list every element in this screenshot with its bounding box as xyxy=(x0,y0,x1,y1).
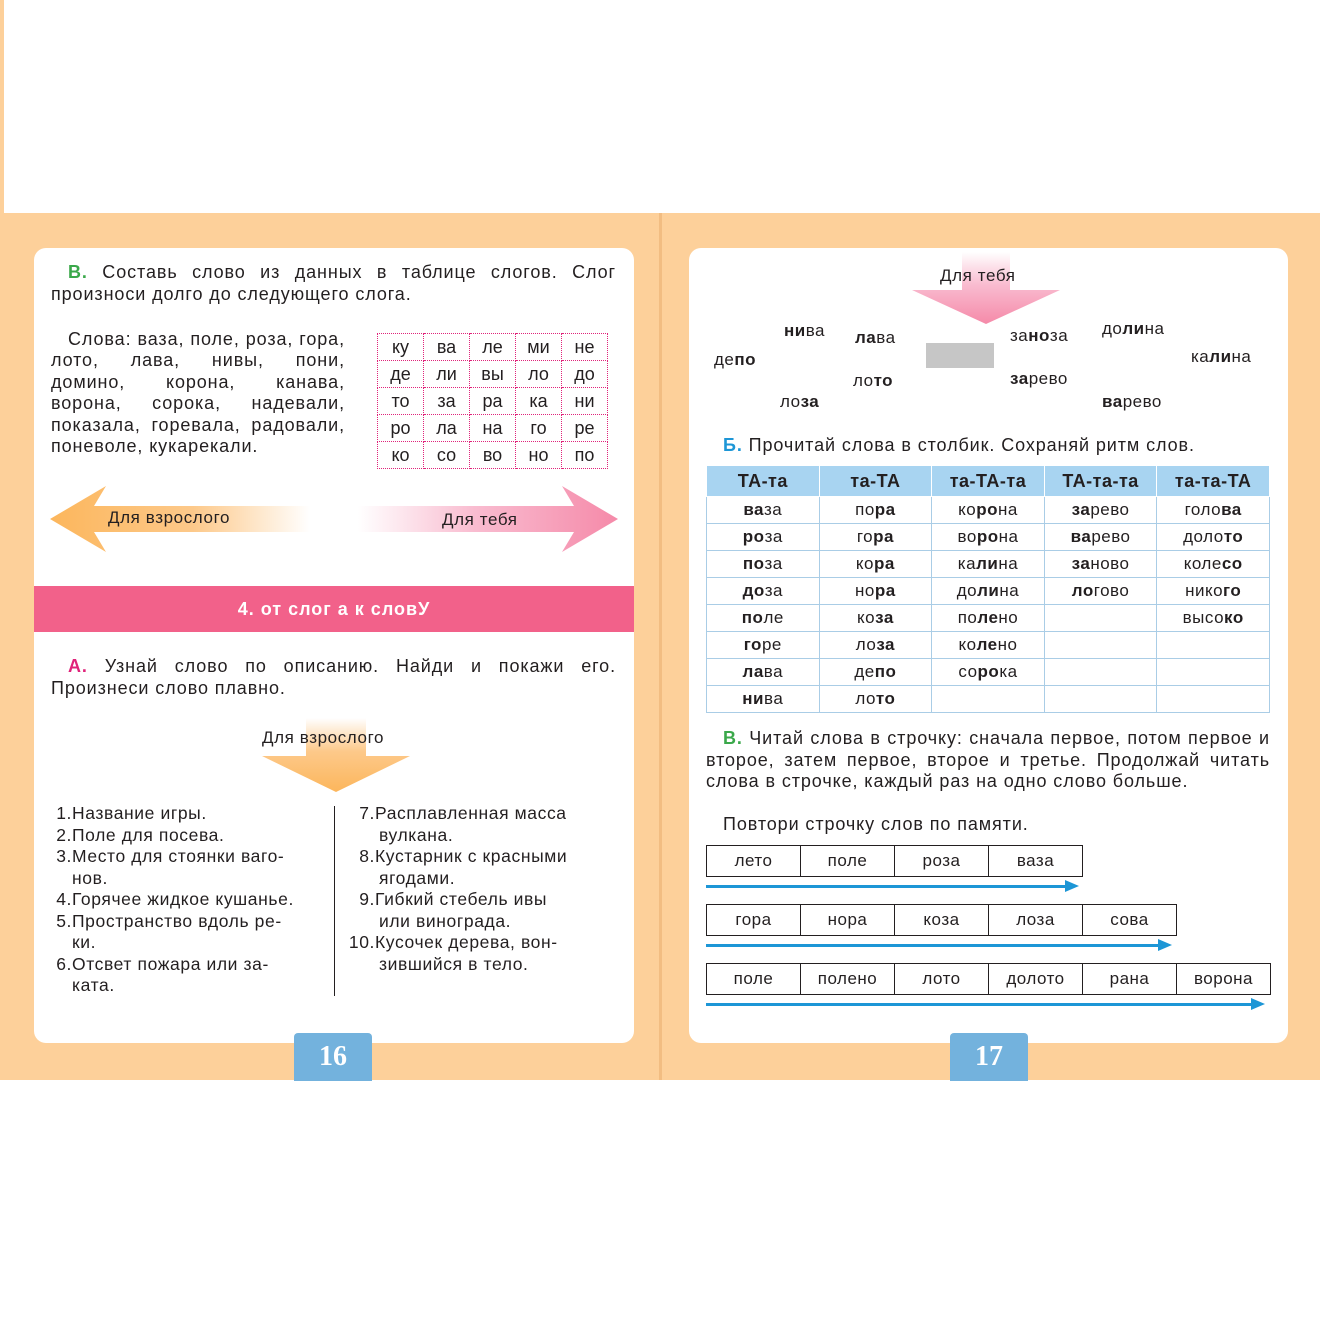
rhythm-cell xyxy=(819,578,932,605)
riddle-item xyxy=(345,803,615,825)
word-row xyxy=(707,845,1083,877)
scattered-word xyxy=(714,350,756,370)
syllable: ва xyxy=(876,328,896,347)
task-b-instruction: Б. Прочитай слова в столбик. Сохраняй ритм слов. xyxy=(706,435,1270,457)
scattered-word xyxy=(1010,369,1068,389)
syllable: ло xyxy=(780,392,801,411)
syllable: де xyxy=(714,350,735,369)
rhythm-cell xyxy=(1044,551,1157,578)
task-v2-repeat: Повтори строчку слов по памяти. xyxy=(723,814,1029,834)
stressed-syllable: то xyxy=(1223,527,1244,546)
syllable: за xyxy=(764,554,783,573)
word-cell: нора xyxy=(800,904,895,936)
arrow-down-child xyxy=(912,252,1060,326)
riddle-text: Гибкий стебель ивы xyxy=(375,889,548,909)
riddle-number: 5. xyxy=(56,910,72,931)
syllable: ко xyxy=(857,608,876,627)
rhythm-cell xyxy=(932,497,1045,524)
rhythm-cell xyxy=(1044,659,1157,686)
riddle-number: 9. xyxy=(359,889,375,909)
task-label: А. xyxy=(68,656,88,676)
rhythm-header: ТА-та xyxy=(707,466,820,497)
syllable: со xyxy=(958,662,978,681)
task-v-instruction: В. Составь слово из данных в таблице слогов. Слог произноси долго до следующего слога. xyxy=(51,262,616,304)
rhythm-row xyxy=(707,524,1270,551)
syllable-cell: ро xyxy=(378,415,424,442)
rhythm-cell xyxy=(707,497,820,524)
word-row xyxy=(707,963,1271,995)
rhythm-cell xyxy=(1157,605,1270,632)
riddle-text: Поле для посева. xyxy=(72,824,225,845)
syllable-cell: не xyxy=(562,334,608,361)
word-cell: рана xyxy=(1082,963,1177,995)
rhythm-table xyxy=(706,465,1270,713)
progress-arrow xyxy=(706,944,1160,947)
syllable-cell: вы xyxy=(470,361,516,388)
syllable: за xyxy=(764,500,783,519)
section-title: 4. от слог а к словУ xyxy=(34,586,634,632)
syllable: до xyxy=(1102,319,1123,338)
syllable-row xyxy=(378,361,608,388)
stressed-syllable: ни xyxy=(784,321,806,340)
stressed-syllable: за xyxy=(1071,500,1091,519)
syllable: рево xyxy=(1028,369,1068,388)
syllable: за xyxy=(1049,326,1069,345)
syllable: ко xyxy=(855,554,875,573)
syllable: на xyxy=(998,554,1019,573)
syllable-cell: но xyxy=(516,442,562,469)
syllable: доло xyxy=(1183,527,1224,546)
syllable-row xyxy=(378,388,608,415)
riddle-number: 3. xyxy=(56,846,72,866)
stressed-syllable: то xyxy=(873,371,894,390)
syllable: за xyxy=(764,527,783,546)
word-cell: ворона xyxy=(1176,963,1271,995)
syllable: де xyxy=(854,662,875,681)
syllable-cell: ре xyxy=(562,415,608,442)
stressed-syllable: ро xyxy=(977,662,1000,681)
grey-block xyxy=(926,343,994,368)
stressed-syllable: ко xyxy=(1224,608,1244,627)
stressed-syllable: ро xyxy=(976,527,999,546)
arrowhead-icon xyxy=(1251,998,1265,1010)
arrow-adult-label: Для взрослого xyxy=(108,508,231,527)
scattered-word xyxy=(1102,319,1164,339)
rhythm-cell xyxy=(932,551,1045,578)
rhythm-cell xyxy=(707,686,820,713)
riddle-item xyxy=(50,846,325,868)
arrow-child-label: Для тебя xyxy=(940,266,1016,285)
stressed-syllable: ва xyxy=(1102,392,1123,411)
rhythm-cell xyxy=(1157,524,1270,551)
rhythm-cell xyxy=(932,659,1045,686)
word-cell: поле xyxy=(706,963,801,995)
syllable: ка xyxy=(1191,347,1210,366)
syllable: за xyxy=(1010,326,1029,345)
syllable-row xyxy=(378,442,608,469)
rhythm-header: ТА-та-та xyxy=(1044,466,1157,497)
rhythm-cell xyxy=(1157,659,1270,686)
riddle-number: 4. xyxy=(56,889,72,909)
rhythm-cell xyxy=(1157,632,1270,659)
scattered-word xyxy=(855,328,896,348)
stressed-syllable: ва xyxy=(743,500,765,519)
riddle-item xyxy=(345,889,615,911)
rhythm-cell xyxy=(707,659,820,686)
syllable-table xyxy=(377,333,608,469)
stressed-syllable: ли xyxy=(1209,347,1232,366)
rhythm-cell xyxy=(1157,578,1270,605)
syllable-cell: го xyxy=(516,415,562,442)
arrow-child-label: Для тебя xyxy=(442,510,518,529)
task-a-instruction: А. Узнай слово по описанию. Найди и покажи его. Произнеси слово плавно. xyxy=(51,656,616,698)
rhythm-cell xyxy=(1157,551,1270,578)
stressed-syllable: ро xyxy=(742,527,765,546)
syllable: высо xyxy=(1182,608,1225,627)
stressed-syllable: го xyxy=(743,635,762,654)
syllable: ва xyxy=(805,321,826,340)
rhythm-cell xyxy=(932,524,1045,551)
syllable: на xyxy=(998,527,1019,546)
task-label: В. xyxy=(723,728,743,748)
rhythm-cell xyxy=(819,686,932,713)
rhythm-cell xyxy=(932,578,1045,605)
syllable: ка xyxy=(957,554,977,573)
stressed-syllable: ва xyxy=(1070,527,1092,546)
rhythm-cell xyxy=(1044,632,1157,659)
syllable: го xyxy=(856,527,874,546)
syllable-cell: ко xyxy=(378,442,424,469)
syllable: ло xyxy=(855,689,876,708)
arrowhead-icon xyxy=(1158,939,1172,951)
task-label: Б. xyxy=(723,435,743,455)
rhythm-cell xyxy=(1044,497,1157,524)
scattered-word xyxy=(780,392,819,412)
syllable-row xyxy=(378,415,608,442)
stressed-syllable: ва xyxy=(1221,500,1242,519)
syllable-cell: ле xyxy=(470,334,516,361)
riddle-item xyxy=(50,825,325,847)
riddle-number: 8. xyxy=(359,846,375,866)
stressed-syllable: ли xyxy=(977,581,1000,600)
word-cell: сова xyxy=(1082,904,1177,936)
syllable: ко xyxy=(958,500,977,519)
syllable: но xyxy=(855,581,875,600)
stressed-syllable: го xyxy=(1223,581,1242,600)
syllable: по xyxy=(957,608,978,627)
stressed-syllable: ли xyxy=(976,554,999,573)
word-cell: коза xyxy=(894,904,989,936)
syllable: ре xyxy=(761,635,782,654)
syllable: голо xyxy=(1184,500,1222,519)
rhythm-cell xyxy=(707,605,820,632)
riddle-number: 7. xyxy=(359,803,375,823)
rhythm-cell xyxy=(819,524,932,551)
word-cell: лето xyxy=(706,845,801,877)
riddle-continuation: ягодами. xyxy=(379,867,456,888)
riddle-text: Пространство вдоль ре- xyxy=(72,910,282,931)
syllable-cell: ла xyxy=(424,415,470,442)
stressed-syllable: ла xyxy=(742,662,764,681)
syllable: на xyxy=(1231,347,1252,366)
stressed-syllable: ла xyxy=(855,328,877,347)
syllable: по xyxy=(855,500,875,519)
stressed-syllable: но xyxy=(1028,326,1050,345)
stressed-syllable: по xyxy=(874,662,897,681)
scattered-word xyxy=(1102,392,1162,412)
rhythm-header: та-та-ТА xyxy=(1157,466,1270,497)
riddle-continuation: зившийся в тело. xyxy=(379,953,529,974)
stressed-syllable: по xyxy=(734,350,757,369)
stressed-syllable: ра xyxy=(874,581,896,600)
syllable-cell: ли xyxy=(424,361,470,388)
stressed-syllable: ле xyxy=(977,608,999,627)
riddle-continuation: нов. xyxy=(72,867,108,888)
stressed-syllable: за xyxy=(800,392,820,411)
syllable-cell: до xyxy=(562,361,608,388)
word-row xyxy=(707,904,1177,936)
rhythm-cell xyxy=(819,632,932,659)
rhythm-cell xyxy=(707,551,820,578)
rhythm-cell xyxy=(819,659,932,686)
stressed-syllable: то xyxy=(875,689,896,708)
syllable: ко xyxy=(958,635,977,654)
riddle-item xyxy=(345,846,615,868)
syllable-cell: за xyxy=(424,388,470,415)
riddle-item xyxy=(50,954,325,976)
syllable-cell: ло xyxy=(516,361,562,388)
rhythm-cell xyxy=(819,497,932,524)
syllable: рево xyxy=(1122,392,1162,411)
syllable-cell: ми xyxy=(516,334,562,361)
rhythm-row xyxy=(707,632,1270,659)
riddle-text: Кустарник с красными xyxy=(375,846,568,866)
word-list: Слова: ваза, поле, роза, гора, лото, лава, нивы, пони, домино, корона, канава, ворона, сорока, надевали, показала, горевала, радовали, поневоле, кукарекали. xyxy=(51,329,345,457)
rhythm-cell xyxy=(819,551,932,578)
riddle-number: 2. xyxy=(56,824,72,845)
rhythm-cell xyxy=(1044,578,1157,605)
riddle-text: Название игры. xyxy=(72,803,207,823)
rhythm-cell xyxy=(707,578,820,605)
rhythm-row xyxy=(707,686,1270,713)
rhythm-cell xyxy=(1157,686,1270,713)
page-number-left: 16 xyxy=(294,1033,372,1081)
rhythm-row xyxy=(707,578,1270,605)
syllable: рево xyxy=(1090,500,1130,519)
stressed-syllable: ра xyxy=(873,527,894,546)
riddles-right xyxy=(345,803,615,975)
stressed-syllable: ро xyxy=(976,500,998,519)
stressed-syllable: ле xyxy=(976,635,998,654)
syllable: до xyxy=(956,581,978,600)
rhythm-cell xyxy=(932,605,1045,632)
riddle-item xyxy=(50,911,325,933)
word-cell: полено xyxy=(800,963,895,995)
riddle-text: Кусочек дерева, вон- xyxy=(375,932,558,952)
syllable: нико xyxy=(1185,581,1224,600)
syllable-cell: ка xyxy=(516,388,562,415)
progress-arrow xyxy=(706,1003,1253,1006)
syllable-cell: ни xyxy=(562,388,608,415)
syllable-cell: по xyxy=(562,442,608,469)
syllable-cell: ку xyxy=(378,334,424,361)
riddle-continuation: или винограда. xyxy=(379,910,512,931)
syllable: коле xyxy=(1183,554,1222,573)
rhythm-cell xyxy=(707,632,820,659)
word-cell: долото xyxy=(988,963,1083,995)
progress-arrow xyxy=(706,885,1067,888)
syllable-cell: во xyxy=(470,442,516,469)
syllable: ле xyxy=(763,608,784,627)
stressed-syllable: ра xyxy=(874,554,895,573)
riddle-text: Место для стоянки ваго- xyxy=(72,846,285,866)
word-cell: лоза xyxy=(988,904,1083,936)
rhythm-row xyxy=(707,551,1270,578)
task-v2-instruction: В. Читай слова в строчку: сначала первое, потом первое и второе, затем первое, второе и третье. Продолжай читать слова в строчке, каждый раз на одно слово больше. xyxy=(706,728,1270,791)
rhythm-cell xyxy=(1044,605,1157,632)
syllable: ва xyxy=(763,662,784,681)
syllable: рево xyxy=(1091,527,1131,546)
task-label: В. xyxy=(68,262,88,282)
syllable: во xyxy=(957,527,977,546)
rhythm-cell xyxy=(932,632,1045,659)
riddle-number: 1. xyxy=(56,803,72,823)
syllable: ва xyxy=(764,689,784,708)
word-cell: ваза xyxy=(988,845,1083,877)
riddle-text: Отсвет пожара или за- xyxy=(72,953,269,974)
scattered-word xyxy=(784,321,825,341)
arrow-down-label: Для взрослого xyxy=(262,728,385,747)
stressed-syllable: ло xyxy=(1071,581,1094,600)
riddle-continuation: ката. xyxy=(72,975,115,995)
syllable-cell: на xyxy=(470,415,516,442)
rhythm-row xyxy=(707,497,1270,524)
rhythm-cell xyxy=(1044,686,1157,713)
syllable-row xyxy=(378,334,608,361)
scattered-word xyxy=(1191,347,1251,367)
word-cell: поле xyxy=(800,845,895,877)
rhythm-row xyxy=(707,659,1270,686)
riddle-text: Расплавленная масса xyxy=(375,803,567,823)
syllable: гово xyxy=(1093,581,1130,600)
syllable-cell: де xyxy=(378,361,424,388)
scattered-word xyxy=(1010,326,1068,346)
rhythm-cell xyxy=(1157,497,1270,524)
rhythm-cell xyxy=(932,686,1045,713)
scattered-word xyxy=(853,371,893,391)
stressed-syllable: за xyxy=(876,635,896,654)
syllable: за xyxy=(764,581,784,600)
riddle-number: 10. xyxy=(348,932,375,952)
page-number-right: 17 xyxy=(950,1033,1028,1081)
syllable-cell: ва xyxy=(424,334,470,361)
book-gutter xyxy=(659,213,662,1080)
riddle-continuation: ки. xyxy=(72,932,97,952)
syllable: ло xyxy=(855,635,877,654)
syllable: ка xyxy=(999,662,1018,681)
syllable: ло xyxy=(853,371,874,390)
syllable: ново xyxy=(1090,554,1130,573)
stressed-syllable: за xyxy=(875,608,894,627)
syllable: на xyxy=(999,581,1020,600)
column-divider xyxy=(334,806,335,996)
stressed-syllable: по xyxy=(741,608,764,627)
syllable: на xyxy=(998,500,1018,519)
rhythm-cell xyxy=(707,524,820,551)
syllable-cell: со xyxy=(424,442,470,469)
riddle-number: 6. xyxy=(56,953,72,974)
riddle-item xyxy=(50,803,325,825)
rhythm-cell xyxy=(819,605,932,632)
syllable: на xyxy=(1144,319,1165,338)
syllable: но xyxy=(997,635,1018,654)
riddle-text: Горячее жидкое кушанье. xyxy=(72,889,294,909)
stressed-syllable: со xyxy=(1221,554,1243,573)
rhythm-cell xyxy=(1044,524,1157,551)
syllable-cell: то xyxy=(378,388,424,415)
stressed-syllable: за xyxy=(1010,369,1029,388)
riddle-continuation: вулкана. xyxy=(379,824,454,845)
stressed-syllable: до xyxy=(742,581,765,600)
word-cell: гора xyxy=(706,904,801,936)
stressed-syllable: ли xyxy=(1122,319,1145,338)
word-cell: роза xyxy=(894,845,989,877)
stressed-syllable: ни xyxy=(742,689,764,708)
rhythm-row xyxy=(707,605,1270,632)
rhythm-header: та-ТА-та xyxy=(932,466,1045,497)
riddles-left xyxy=(50,803,325,997)
syllable-cell: ра xyxy=(470,388,516,415)
rhythm-header: та-ТА xyxy=(819,466,932,497)
rhythm-header-row xyxy=(707,466,1270,497)
stressed-syllable: ра xyxy=(874,500,896,519)
syllable: но xyxy=(998,608,1019,627)
stressed-syllable: по xyxy=(742,554,765,573)
arrowhead-icon xyxy=(1065,880,1079,892)
word-cell: лото xyxy=(894,963,989,995)
riddle-item xyxy=(50,889,325,911)
riddle-item xyxy=(345,932,615,954)
stressed-syllable: за xyxy=(1071,554,1091,573)
